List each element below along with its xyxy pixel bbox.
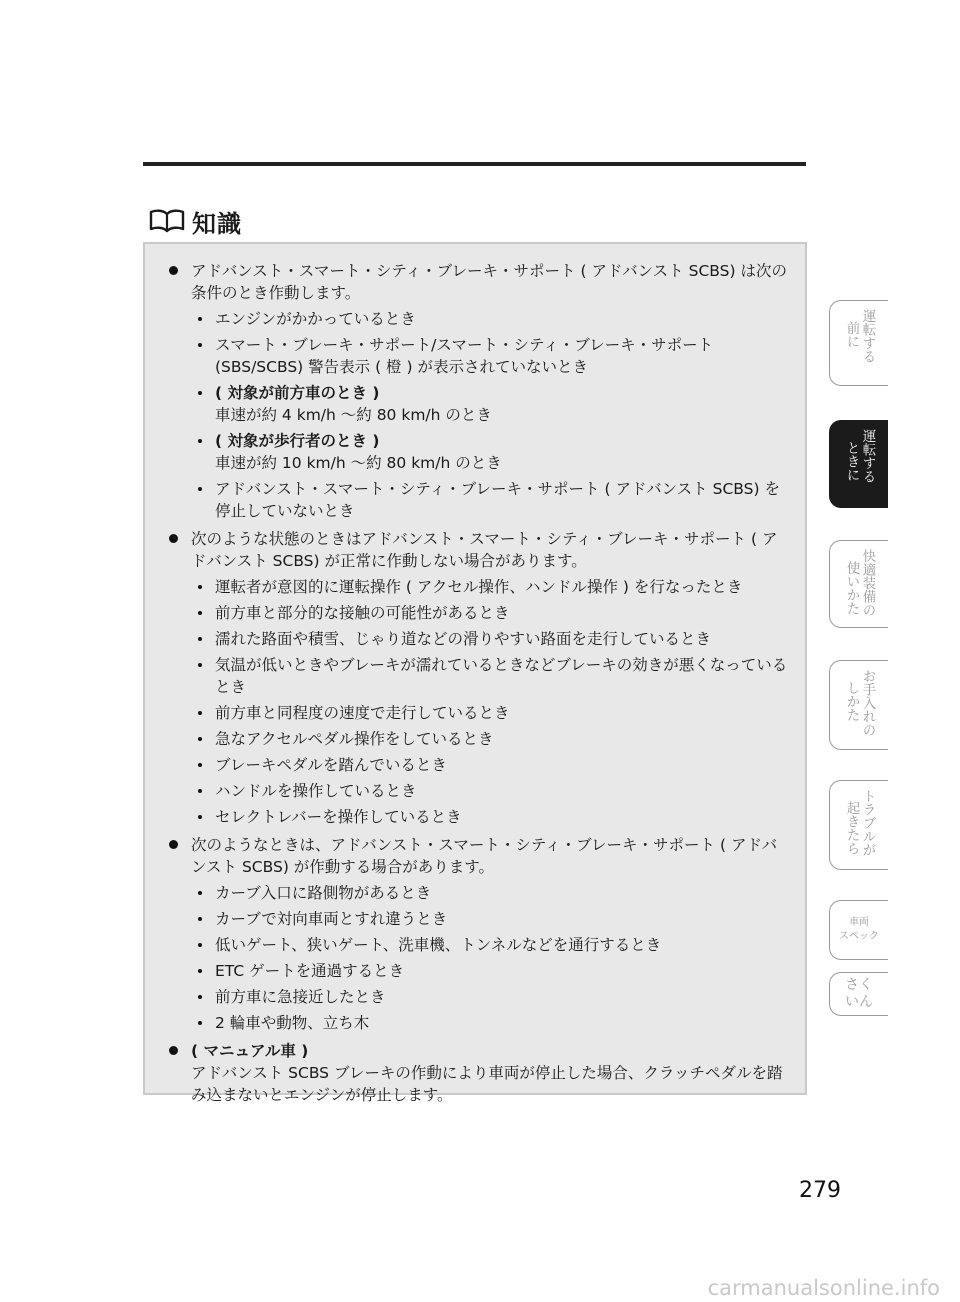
sub-list (191, 576, 791, 828)
sub-item (191, 702, 791, 724)
sub-item (191, 908, 791, 930)
sub-item (191, 576, 791, 598)
sub-item (191, 806, 791, 828)
sub-item (191, 960, 791, 982)
tab-label: 運転する (859, 309, 876, 363)
sub-item-text: 車速が約 10 km/h 〜約 80 km/h のとき (215, 454, 502, 472)
sub-list (191, 882, 791, 1034)
sub-item (191, 308, 791, 330)
sub-item-text: 車速が約 4 km/h 〜約 80 km/h のとき (215, 406, 492, 424)
sub-item-text: ハンドルを操作しているとき (215, 782, 417, 800)
tab-label: 車両 (849, 917, 869, 928)
sub-item (191, 602, 791, 624)
sub-item (191, 934, 791, 956)
sub-item (191, 754, 791, 776)
sub-item-text: 濡れた路面や積雪、じゃり道などの滑りやすい路面を走行しているとき (215, 630, 712, 648)
sub-item-vehicle (191, 382, 791, 426)
bullet-item-false-activation (161, 834, 791, 1034)
sub-item-text: セレクトレバーを操作しているとき (215, 808, 462, 826)
bullet-item-malfunction (161, 528, 791, 828)
sub-item-text: 前方車と部分的な接触の可能性があるとき (215, 604, 510, 622)
tab-index[interactable] (829, 972, 888, 1016)
sub-item-heading: ( 対象が歩行者のとき ) (215, 432, 380, 450)
bullet-heading: ( マニュアル車 ) (191, 1042, 309, 1060)
tab-label: さく (845, 977, 873, 993)
tab-label: スペック (839, 931, 879, 942)
section-title: 知識 (192, 209, 242, 238)
bullet-text: 次のようなときは、アドバンスト・スマート・シティ・ブレーキ・サポート ( アドバンスト SCBS) が作動する場合があります。 (191, 836, 778, 876)
tab-maintenance[interactable] (829, 660, 888, 750)
sub-item-pedestrian (191, 430, 791, 474)
tab-label: トラブルが (859, 789, 876, 857)
tab-label: 使いかた (843, 561, 860, 615)
tab-label: お手入れの (859, 669, 876, 737)
tab-label: 前に (843, 321, 860, 348)
sub-item-text: 2 輪車や動物、立ち木 (215, 1014, 370, 1032)
tab-trouble[interactable] (829, 780, 888, 870)
sub-item-text: カーブで対向車両とすれ違うとき (215, 910, 448, 928)
sub-item (191, 478, 791, 522)
sub-item-text: ETC ゲートを通過するとき (215, 962, 405, 980)
sub-item-text: エンジンがかかっているとき (215, 310, 416, 328)
sub-item-text: カーブ入口に路側物があるとき (215, 884, 432, 902)
sub-item-text: スマート・ブレーキ・サポート/スマート・シティ・ブレーキ・サポート (SBS/SCBS) 警告表示 ( 橙 ) が表示されていないとき (215, 336, 714, 376)
sub-item-text: ブレーキペダルを踏んでいるとき (215, 756, 447, 774)
sub-item-text: 前方車に急接近したとき (215, 988, 386, 1006)
tab-specs[interactable] (829, 900, 888, 960)
sub-item (191, 986, 791, 1008)
sub-item (191, 628, 791, 650)
book-icon (148, 208, 186, 234)
sub-item-text: 急なアクセルペダル操作をしているとき (215, 730, 494, 748)
sub-item-text: アドバンスト・スマート・シティ・ブレーキ・サポート ( アドバンスト SCBS) を停止していないとき (215, 480, 780, 520)
tab-label: 快適装備の (859, 549, 876, 617)
sub-item-text: 気温が低いときやブレーキが濡れているときなどブレーキの効きが悪くなっているとき (215, 656, 788, 696)
sub-item (191, 780, 791, 802)
bullet-text: アドバンスト・スマート・シティ・ブレーキ・サポート ( アドバンスト SCBS) は次の条件のとき作動します。 (191, 262, 787, 302)
tab-label: ときに (843, 441, 860, 482)
tab-label: しかた (843, 681, 860, 722)
tab-while-driving[interactable] (829, 420, 888, 508)
tab-before-driving[interactable] (829, 300, 888, 386)
bullet-item-condition (161, 260, 791, 522)
section-heading (148, 206, 242, 236)
sub-item (191, 728, 791, 750)
tab-label: 起きたら (843, 801, 860, 855)
sub-item-text: 前方車と同程度の速度で走行しているとき (215, 704, 510, 722)
sub-item (191, 334, 791, 378)
sub-item (191, 654, 791, 698)
watermark: carmanualsonline.info (707, 1276, 940, 1300)
bullet-text: アドバンスト SCBS ブレーキの作動により車両が停止した場合、クラッチペダルを踏み込まないとエンジンが停止します。 (191, 1064, 783, 1104)
sub-item (191, 882, 791, 904)
sub-item (191, 1012, 791, 1034)
tab-equipment[interactable] (829, 540, 888, 628)
sub-item-text: 低いゲート、狭いゲート、洗車機、トンネルなどを通行するとき (215, 936, 662, 954)
sub-item-heading: ( 対象が前方車のとき ) (215, 384, 380, 402)
sub-list (191, 308, 791, 522)
bullet-item-manual (161, 1040, 791, 1106)
sub-item-text: 運転者が意図的に運転操作 ( アクセル操作、ハンドル操作 ) を行なったとき (215, 578, 743, 596)
bullet-text: 次のような状態のときはアドバンスト・スマート・シティ・ブレーキ・サポート ( アドバンスト SCBS) が正常に作動しない場合があります。 (191, 530, 778, 570)
tab-label: 運転する (859, 429, 876, 483)
top-rule (143, 162, 806, 166)
page-number: 279 (799, 1178, 841, 1203)
tab-label: いん (845, 994, 873, 1010)
info-box (143, 242, 807, 1104)
